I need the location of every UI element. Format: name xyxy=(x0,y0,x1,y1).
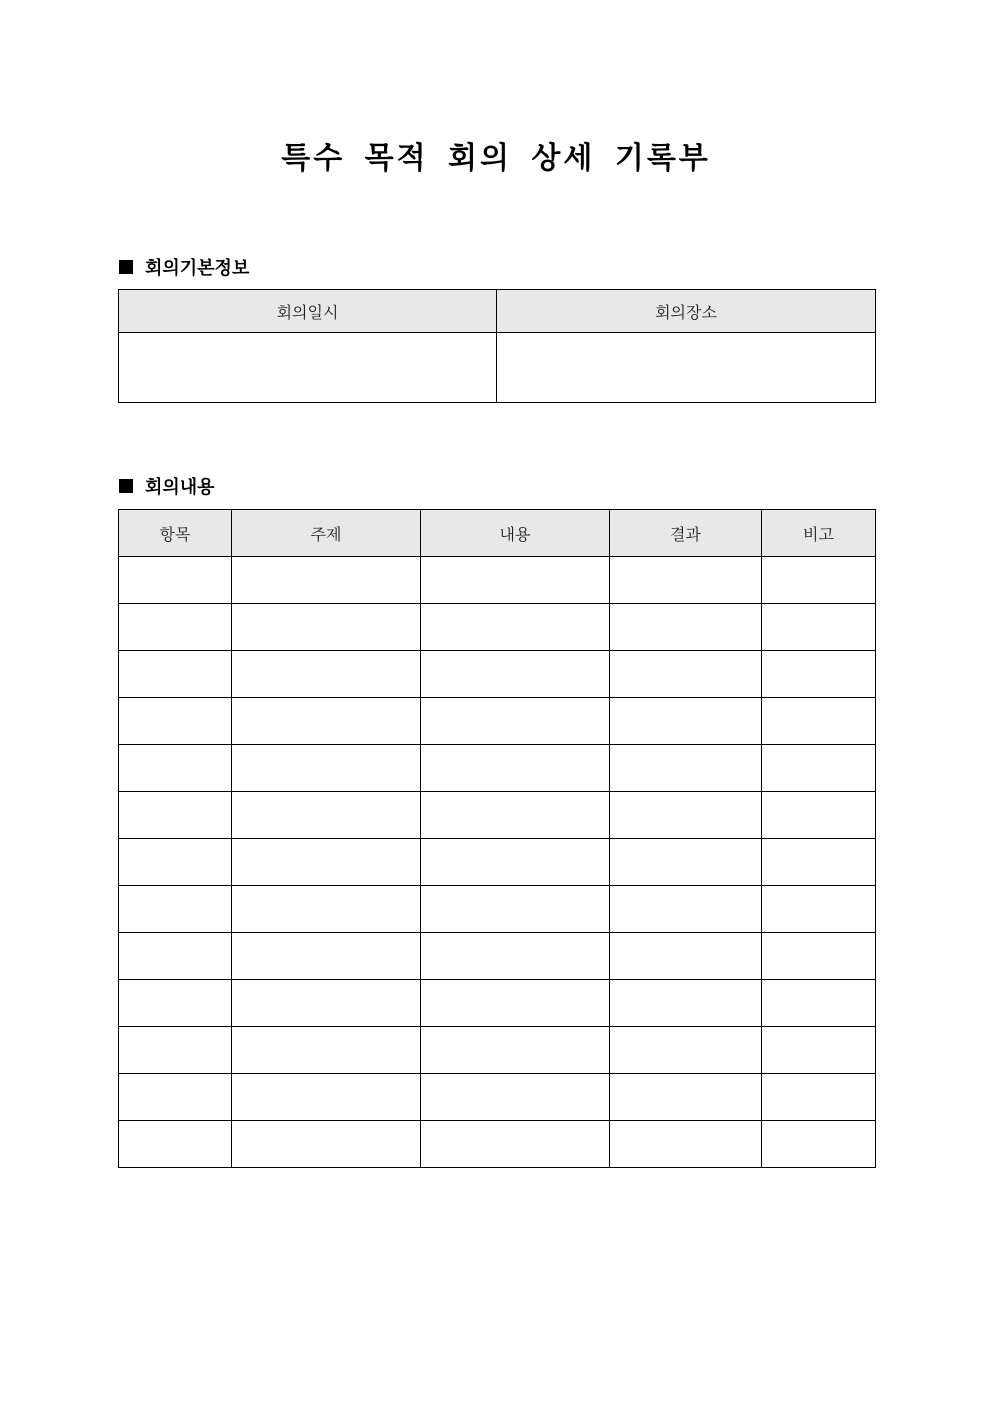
remarks-cell[interactable] xyxy=(762,745,876,792)
item-cell[interactable] xyxy=(119,604,232,651)
square-bullet-icon xyxy=(119,479,133,493)
table-row xyxy=(119,604,876,651)
section-heading-basic-info xyxy=(119,254,249,280)
topic-cell[interactable] xyxy=(232,604,421,651)
result-cell[interactable] xyxy=(610,933,762,980)
remarks-cell[interactable] xyxy=(762,792,876,839)
details-cell[interactable] xyxy=(421,933,610,980)
table-row xyxy=(119,792,876,839)
details-cell[interactable] xyxy=(421,1121,610,1168)
basic-info-table xyxy=(118,289,876,403)
topic-cell[interactable] xyxy=(232,792,421,839)
remarks-cell[interactable] xyxy=(762,980,876,1027)
table-header-row xyxy=(119,510,876,557)
details-cell[interactable] xyxy=(421,839,610,886)
topic-cell[interactable] xyxy=(232,980,421,1027)
item-cell[interactable] xyxy=(119,1121,232,1168)
result-cell[interactable] xyxy=(610,980,762,1027)
table-row xyxy=(119,839,876,886)
topic-cell[interactable] xyxy=(232,1027,421,1074)
meeting-content-table xyxy=(118,509,876,1168)
table-row xyxy=(119,698,876,745)
result-cell[interactable] xyxy=(610,651,762,698)
table-row xyxy=(119,745,876,792)
table-row xyxy=(119,651,876,698)
header-topic: 주제 xyxy=(232,510,421,557)
result-cell[interactable] xyxy=(610,557,762,604)
remarks-cell[interactable] xyxy=(762,1074,876,1121)
topic-cell[interactable] xyxy=(232,745,421,792)
header-meeting-datetime: 회의일시 xyxy=(119,290,497,333)
result-cell[interactable] xyxy=(610,839,762,886)
details-cell[interactable] xyxy=(421,651,610,698)
item-cell[interactable] xyxy=(119,980,232,1027)
header-result: 결과 xyxy=(610,510,762,557)
table-row xyxy=(119,980,876,1027)
details-cell[interactable] xyxy=(421,980,610,1027)
table-row xyxy=(119,1074,876,1121)
remarks-cell[interactable] xyxy=(762,839,876,886)
topic-cell[interactable] xyxy=(232,886,421,933)
result-cell[interactable] xyxy=(610,886,762,933)
result-cell[interactable] xyxy=(610,745,762,792)
section-heading-label: 회의내용 xyxy=(145,477,215,498)
item-cell[interactable] xyxy=(119,698,232,745)
remarks-cell[interactable] xyxy=(762,1027,876,1074)
table-row xyxy=(119,333,876,403)
header-details: 내용 xyxy=(421,510,610,557)
meeting-place-cell[interactable] xyxy=(497,333,876,403)
header-item: 항목 xyxy=(119,510,232,557)
details-cell[interactable] xyxy=(421,1027,610,1074)
topic-cell[interactable] xyxy=(232,1121,421,1168)
topic-cell[interactable] xyxy=(232,839,421,886)
details-cell[interactable] xyxy=(421,745,610,792)
item-cell[interactable] xyxy=(119,745,232,792)
document-title: 특수 목적 회의 상세 기록부 xyxy=(281,141,711,176)
topic-cell[interactable] xyxy=(232,557,421,604)
section-heading-content xyxy=(119,473,215,499)
details-cell[interactable] xyxy=(421,1074,610,1121)
meeting-datetime-cell[interactable] xyxy=(119,333,497,403)
result-cell[interactable] xyxy=(610,792,762,839)
header-remarks: 비고 xyxy=(762,510,876,557)
item-cell[interactable] xyxy=(119,1074,232,1121)
table-row xyxy=(119,886,876,933)
table-row xyxy=(119,933,876,980)
details-cell[interactable] xyxy=(421,604,610,651)
square-bullet-icon xyxy=(119,260,133,274)
section-heading-label: 회의기본정보 xyxy=(145,258,250,279)
topic-cell[interactable] xyxy=(232,651,421,698)
remarks-cell[interactable] xyxy=(762,1121,876,1168)
item-cell[interactable] xyxy=(119,1027,232,1074)
result-cell[interactable] xyxy=(610,698,762,745)
details-cell[interactable] xyxy=(421,792,610,839)
remarks-cell[interactable] xyxy=(762,557,876,604)
result-cell[interactable] xyxy=(610,1074,762,1121)
details-cell[interactable] xyxy=(421,886,610,933)
remarks-cell[interactable] xyxy=(762,651,876,698)
result-cell[interactable] xyxy=(610,1027,762,1074)
item-cell[interactable] xyxy=(119,651,232,698)
table-header-row xyxy=(119,290,876,333)
item-cell[interactable] xyxy=(119,557,232,604)
details-cell[interactable] xyxy=(421,698,610,745)
table-row xyxy=(119,557,876,604)
item-cell[interactable] xyxy=(119,792,232,839)
topic-cell[interactable] xyxy=(232,698,421,745)
remarks-cell[interactable] xyxy=(762,604,876,651)
remarks-cell[interactable] xyxy=(762,698,876,745)
result-cell[interactable] xyxy=(610,604,762,651)
item-cell[interactable] xyxy=(119,839,232,886)
header-meeting-place: 회의장소 xyxy=(497,290,876,333)
remarks-cell[interactable] xyxy=(762,933,876,980)
item-cell[interactable] xyxy=(119,933,232,980)
topic-cell[interactable] xyxy=(232,1074,421,1121)
table-row xyxy=(119,1027,876,1074)
details-cell[interactable] xyxy=(421,557,610,604)
table-row xyxy=(119,1121,876,1168)
remarks-cell[interactable] xyxy=(762,886,876,933)
topic-cell[interactable] xyxy=(232,933,421,980)
item-cell[interactable] xyxy=(119,886,232,933)
result-cell[interactable] xyxy=(610,1121,762,1168)
